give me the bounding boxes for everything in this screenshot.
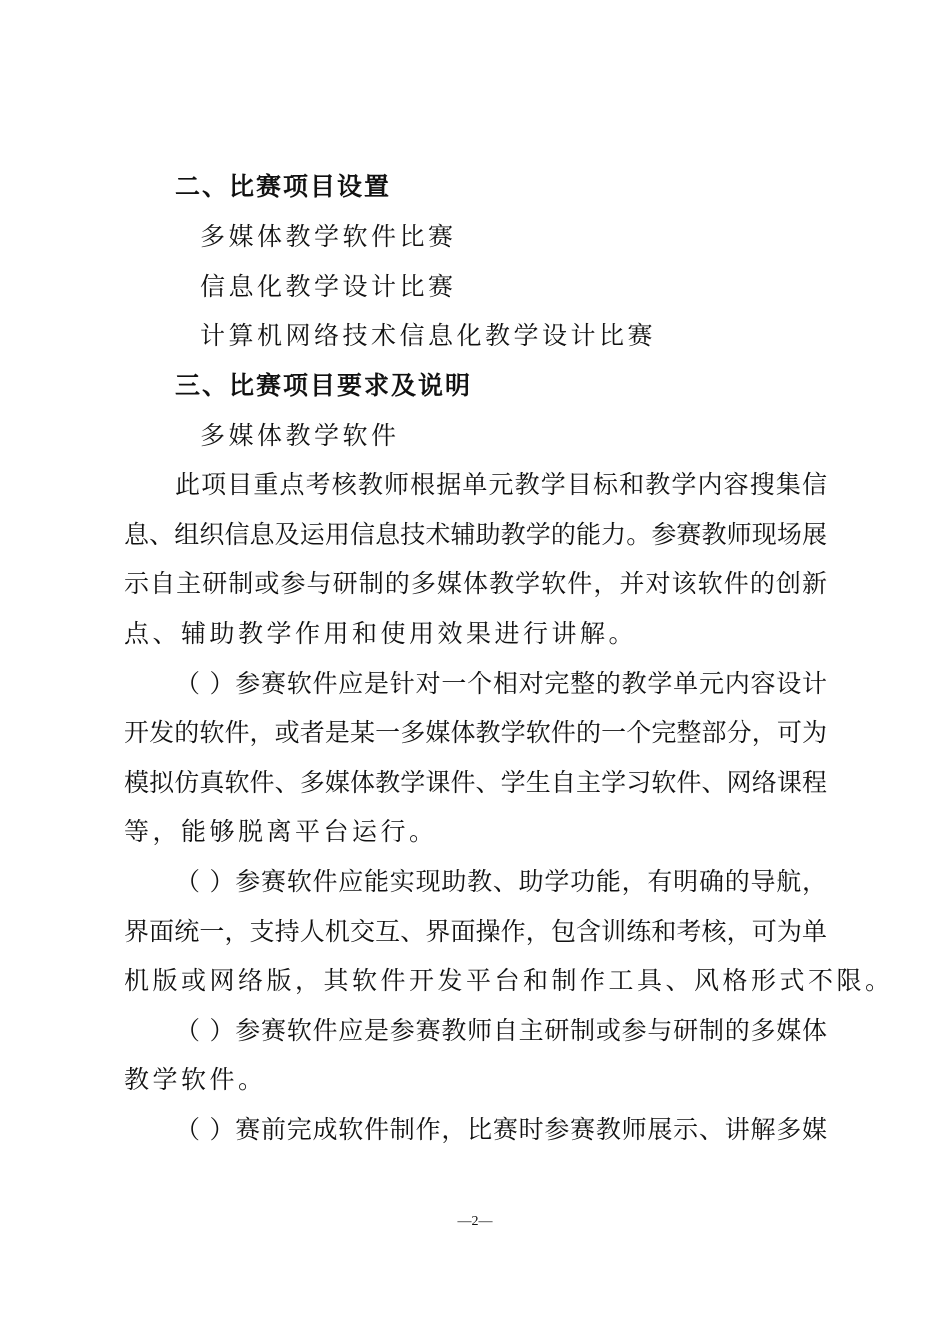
paragraph-line: （ ）参赛软件应是针对一个相对完整的教学单元内容设计 — [175, 669, 827, 698]
page-number: —2— — [457, 1214, 493, 1229]
paragraph-line: 点、辅助教学作用和使用效果进行讲解。 — [124, 619, 638, 648]
paragraph-line: （ ）赛前完成软件制作，比赛时参赛教师展示、讲解多媒 — [175, 1115, 827, 1144]
paragraph-line: 开发的软件，或者是某一多媒体教学软件的一个完整部分，可为 — [124, 718, 827, 747]
paragraph-line: 此项目重点考核教师根据单元教学目标和教学内容搜集信 — [175, 470, 827, 499]
paragraph-line: 教学软件。 — [124, 1065, 267, 1094]
list-item: 信息化教学设计比赛 — [200, 272, 457, 301]
paragraph-line: （ ）参赛软件应是参赛教师自主研制或参与研制的多媒体 — [175, 1016, 827, 1045]
paragraph-line: （ ）参赛软件应能实现助教、助学功能，有明确的导航， — [175, 867, 827, 896]
paragraph-line: 等，能够脱离平台运行。 — [124, 817, 438, 846]
paragraph-line: 示自主研制或参与研制的多媒体教学软件，并对该软件的创新 — [124, 569, 827, 598]
paragraph-line: 界面统一，支持人机交互、界面操作，包含训练和考核，可为单 — [124, 917, 827, 946]
section-3-heading: 三、比赛项目要求及说明 — [175, 371, 473, 400]
section-3-subheading: 多媒体教学软件 — [200, 421, 400, 450]
paragraph-line: 机版或网络版，其软件开发平台和制作工具、风格形式不限。 — [124, 966, 894, 995]
paragraph-line: 息、组织信息及运用信息技术辅助教学的能力。参赛教师现场展 — [124, 520, 827, 549]
section-2-heading: 二、比赛项目设置 — [175, 172, 392, 201]
paragraph-line: 模拟仿真软件、多媒体教学课件、学生自主学习软件、网络课程 — [124, 768, 827, 797]
list-item: 多媒体教学软件比赛 — [200, 222, 457, 251]
list-item: 计算机网络技术信息化教学设计比赛 — [200, 321, 657, 350]
